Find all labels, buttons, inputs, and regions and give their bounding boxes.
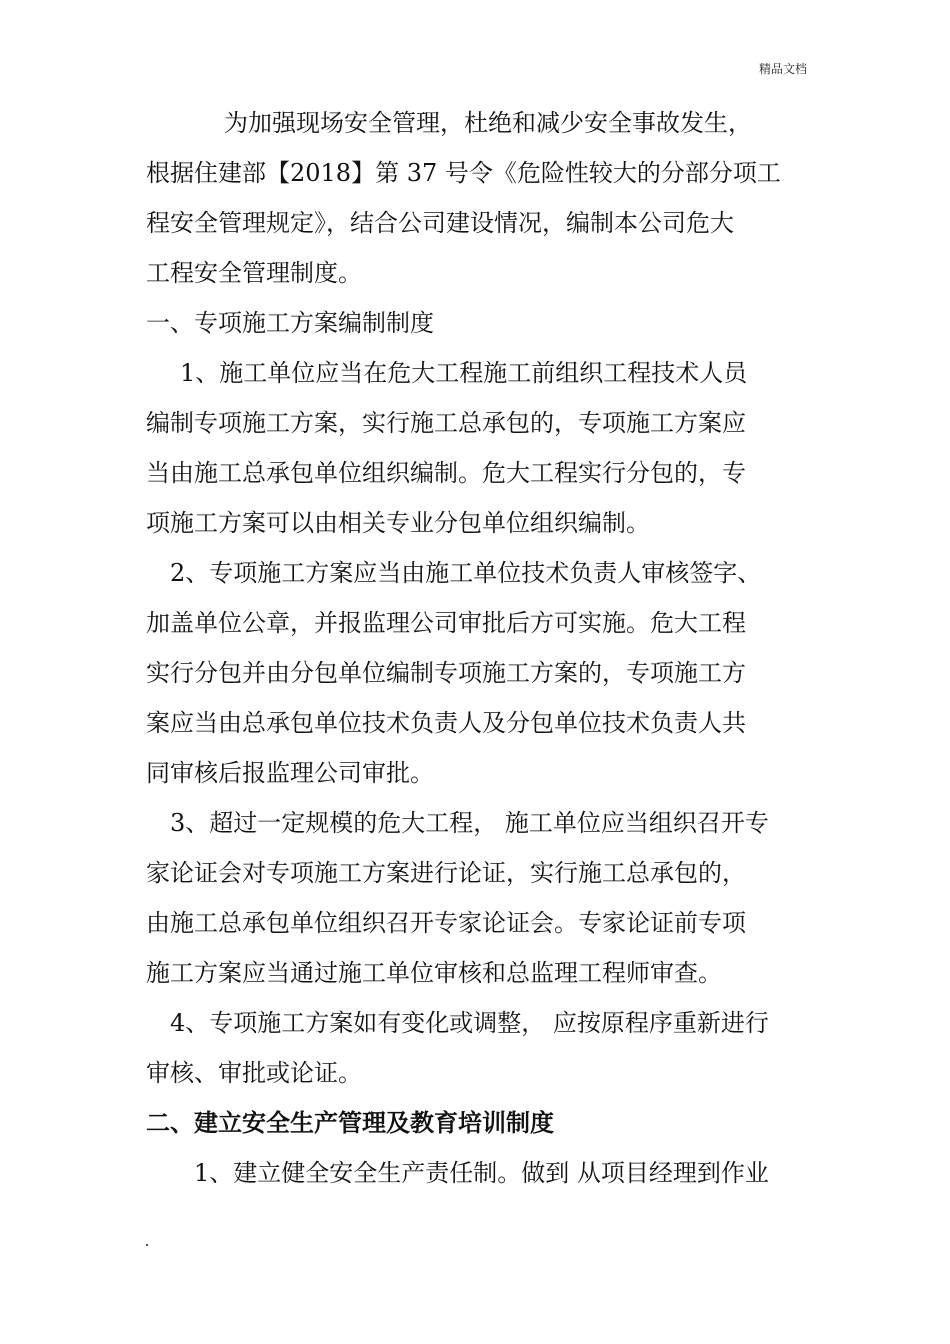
footer-dot (146, 1244, 148, 1246)
section-1-item-4-line-2: 审核、审批或论证。 (146, 1059, 362, 1087)
section-1-item-3-line-3: 由施工总承包单位组织召开专家论证会。专家论证前专项 (146, 909, 746, 937)
section-1-item-3-line-4: 施工方案应当通过施工单位审核和总监理工程师审查。 (146, 959, 722, 987)
section-1-item-1-line-1: 1、施工单位应当在危大工程施工前组织工程技术人员 (180, 359, 748, 387)
section-1-heading: 一、专项施工方案编制制度 (146, 309, 434, 337)
section-1-item-2-line-4: 案应当由总承包单位技术负责人及分包单位技术负责人共 (146, 709, 746, 737)
section-1-item-2-line-1: 2、专项施工方案应当由施工单位技术负责人审核签字、 (170, 559, 762, 587)
document-body (146, 98, 811, 1198)
intro-line-3: 程安全管理规定》，结合公司建设情况，编制本公司危大 (146, 209, 734, 237)
section-1-item-1-line-3: 当由施工总承包单位组织编制。危大工程实行分包的，专 (146, 459, 746, 487)
intro-line-4: 工程安全管理制度。 (146, 259, 362, 287)
intro-line-2: 根据住建部【2018】第 37 号令《危险性较大的分部分项工 (146, 159, 781, 187)
section-1-item-2-line-2: 加盖单位公章，并报监理公司审批后方可实施。危大工程 (146, 609, 746, 637)
header-watermark: 精品文档 (758, 62, 807, 76)
section-2-item-1-line-1: 1、建立健全安全生产责任制。做到 从项目经理到作业 (194, 1159, 769, 1187)
section-1-item-2-line-5: 同审核后报监理公司审批。 (146, 759, 434, 787)
section-1-item-1-line-2: 编制专项施工方案，实行施工总承包的，专项施工方案应 (146, 409, 746, 437)
intro-line-1: 为加强现场安全管理，杜绝和减少安全事故发生， (224, 109, 752, 137)
section-2-heading: 二、建立安全生产管理及教育培训制度 (146, 1108, 554, 1137)
section-1-item-2-line-3: 实行分包并由分包单位编制专项施工方案的，专项施工方 (146, 659, 746, 687)
section-1-item-1-line-4: 项施工方案可以由相关专业分包单位组织编制。 (146, 509, 650, 537)
section-1-item-3-line-2: 家论证会对专项施工方案进行论证，实行施工总承包的， (146, 859, 746, 887)
section-1-item-4-line-1: 4、专项施工方案如有变化或调整， 应按原程序重新进行 (170, 1009, 769, 1037)
section-1-item-3-line-1: 3、超过一定规模的危大工程， 施工单位应当组织召开专 (170, 809, 769, 837)
